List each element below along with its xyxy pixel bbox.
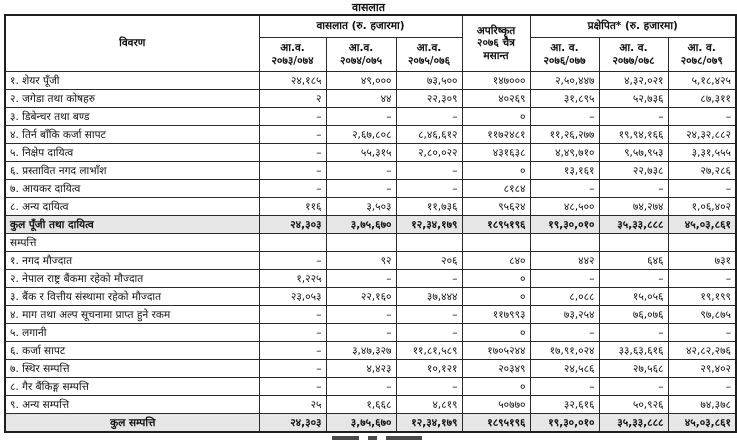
- column-header-fy-2073-074: [259, 38, 326, 72]
- value-cell: ७३१: [668, 252, 736, 270]
- row-label: १. नगद मौज्दात: [5, 252, 259, 270]
- value-cell: ४८,५००: [530, 198, 599, 216]
- value-cell: ४३१६३८: [462, 144, 530, 162]
- value-cell: ७४,३७८: [668, 396, 736, 414]
- table-row: [5, 144, 736, 162]
- value-cell: ३,७५,६७०: [326, 216, 396, 234]
- value-cell: ३३,६३,६१६: [599, 342, 668, 360]
- value-cell: ३२,६१६: [530, 396, 599, 414]
- row-label: ८. अन्य दायित्व: [5, 198, 259, 216]
- value-cell: –: [668, 108, 736, 126]
- value-cell: ४४२: [530, 252, 599, 270]
- value-cell: ९२: [326, 252, 396, 270]
- value-cell: ११७२४८१: [462, 126, 530, 144]
- value-cell: २,६७,८०८: [326, 126, 396, 144]
- value-cell: १३,१६१: [530, 162, 599, 180]
- value-cell: –: [530, 378, 599, 396]
- value-cell: –: [530, 270, 599, 288]
- value-cell: –: [599, 270, 668, 288]
- column-header-interim: [462, 15, 530, 72]
- row-label: ७. आयकर दायित्व: [5, 180, 259, 198]
- value-cell: ४९,०००: [326, 72, 396, 90]
- value-cell: १७०५२४४: [462, 342, 530, 360]
- value-cell: ७३,५००: [396, 72, 462, 90]
- value-cell: ५२,७३६: [599, 90, 668, 108]
- column-header-fy-2076-077: [530, 38, 599, 72]
- value-cell: १९,३०,०१०: [530, 216, 599, 234]
- balance-sheet-table: [4, 14, 737, 433]
- fy-year: २०७६/०७७: [543, 54, 586, 67]
- value-cell: –: [396, 270, 462, 288]
- value-cell: ४२,८२,२७६: [668, 342, 736, 360]
- value-cell: ८,०८८: [530, 288, 599, 306]
- value-cell: १२,३४,१७९: [396, 414, 462, 433]
- value-cell: [396, 234, 462, 252]
- fy-label: आ. व.: [550, 41, 579, 54]
- table-header: [5, 15, 736, 72]
- page-title: वासलात: [352, 1, 385, 14]
- value-cell: १२,३४,१७९: [396, 216, 462, 234]
- fy-year: २०७४/०७५: [339, 54, 383, 67]
- value-cell: [462, 234, 530, 252]
- value-cell: ३१,८९५: [530, 90, 599, 108]
- table-row: [5, 360, 736, 378]
- value-cell: २,८०,०२२: [396, 144, 462, 162]
- row-label: ६. प्रस्तावित नगद लाभाँश: [5, 162, 259, 180]
- interim-line-1: अपरिष्कृत: [476, 24, 516, 37]
- value-cell: १८९५१९६: [462, 216, 530, 234]
- value-cell: –: [259, 324, 326, 342]
- value-cell: १,२२५: [259, 270, 326, 288]
- value-cell: –: [259, 162, 326, 180]
- value-cell: २४,१८५: [259, 72, 326, 90]
- value-cell: ११७९९३: [462, 306, 530, 324]
- value-cell: –: [599, 180, 668, 198]
- value-cell: ४५,०३,८६१: [668, 414, 736, 433]
- value-cell: [668, 234, 736, 252]
- value-cell: –: [326, 270, 396, 288]
- value-cell: ३,७५,६७०: [326, 414, 396, 433]
- table-row: [5, 126, 736, 144]
- interim-line-3: मसान्त: [483, 49, 509, 62]
- value-cell: ४०२६९: [462, 90, 530, 108]
- value-cell: १,०६,४०२: [668, 198, 736, 216]
- fy-year: २०७८/०७९: [680, 54, 723, 67]
- fy-label: आ.व.: [280, 41, 305, 54]
- interim-line-2: २०७६ चैत्र: [477, 37, 515, 50]
- value-cell: –: [396, 324, 462, 342]
- table-row: [5, 324, 736, 342]
- row-label: ५. लगानी: [5, 324, 259, 342]
- value-cell: ४५,०३,८६१: [668, 216, 736, 234]
- value-cell: ८१८४: [462, 180, 530, 198]
- column-header-details: विवरण: [5, 15, 259, 72]
- value-cell: ३,५०३: [326, 198, 396, 216]
- row-label: कुल पूँजी तथा दायित्व: [5, 216, 259, 234]
- column-header-fy-2074-075: [326, 38, 396, 72]
- column-header-fy-2075-076: [396, 38, 462, 72]
- row-label: ३. बैंक र वित्तीय संस्थामा रहेको मौज्दात: [5, 288, 259, 306]
- table-row: [5, 180, 736, 198]
- table-row: [5, 198, 736, 216]
- value-cell: –: [599, 378, 668, 396]
- value-cell: –: [396, 180, 462, 198]
- cutoff-glyph-segment: [368, 436, 377, 440]
- value-cell: २५: [259, 396, 326, 414]
- value-cell: –: [668, 180, 736, 198]
- value-cell: ३५,३३,८८८: [599, 216, 668, 234]
- balance-sheet-body: [5, 72, 736, 433]
- value-cell: ५०,९२६: [599, 396, 668, 414]
- value-cell: –: [326, 324, 396, 342]
- value-cell: ७६,०७६: [599, 306, 668, 324]
- row-label: ४. तिर्न बाँकि कर्जा सापट: [5, 126, 259, 144]
- value-cell: –: [668, 270, 736, 288]
- row-label: ६. कर्जा सापट: [5, 342, 259, 360]
- value-cell: ८७,३११: [668, 90, 736, 108]
- value-cell: –: [259, 378, 326, 396]
- value-cell: –: [326, 306, 396, 324]
- value-cell: –: [259, 144, 326, 162]
- value-cell: ०: [462, 288, 530, 306]
- fy-year: २०७३/०७४: [271, 54, 314, 67]
- value-cell: ११६: [259, 198, 326, 216]
- fy-label: आ.व.: [416, 41, 442, 54]
- table-row: [5, 90, 736, 108]
- value-cell: –: [668, 378, 736, 396]
- value-cell: ११,७३६: [396, 198, 462, 216]
- value-cell: ३५,३३,८८८: [599, 414, 668, 433]
- value-cell: ४४: [326, 90, 396, 108]
- value-cell: २७,५६८: [599, 360, 668, 378]
- cutoff-text-top-fragment: [332, 436, 422, 440]
- total-row: [5, 414, 736, 433]
- row-label: ५. निक्षेप दायित्व: [5, 144, 259, 162]
- value-cell: [326, 234, 396, 252]
- value-cell: ३७,४४४: [396, 288, 462, 306]
- value-cell: १०,१२१: [396, 360, 462, 378]
- table-row: [5, 108, 736, 126]
- value-cell: १८९५१९६: [462, 414, 530, 433]
- value-cell: २३,०५३: [259, 288, 326, 306]
- table-row: [5, 378, 736, 396]
- row-label: ९. अन्य सम्पत्ति: [5, 396, 259, 414]
- column-group-projected: प्रक्षेपित* (रु. हजारमा): [530, 15, 736, 38]
- value-cell: –: [259, 126, 326, 144]
- table-row: [5, 396, 736, 414]
- value-cell: –: [668, 324, 736, 342]
- row-label: २. नेपाल राष्ट्र बैंकमा रहेको मौज्दात: [5, 270, 259, 288]
- value-cell: २०३४९: [462, 360, 530, 378]
- column-group-actual: वासलात (रु. हजारमा): [259, 15, 462, 38]
- fy-year: २०७५/०७६: [407, 54, 451, 67]
- value-cell: १९,९४,१६६: [599, 126, 668, 144]
- value-cell: ४,३२,०२१: [599, 72, 668, 90]
- value-cell: २,५०,४४७: [530, 72, 599, 90]
- value-cell: –: [259, 342, 326, 360]
- row-label: ८. गैर बैंकिङ्ग सम्पत्ति: [5, 378, 259, 396]
- value-cell: ०: [462, 324, 530, 342]
- value-cell: ३,३१,५५५: [668, 144, 736, 162]
- value-cell: –: [599, 324, 668, 342]
- value-cell: –: [396, 306, 462, 324]
- row-label: ३. डिबेन्चर तथा बण्ड: [5, 108, 259, 126]
- fy-label: आ. व.: [687, 41, 716, 54]
- value-cell: ११,८१,५८९: [396, 342, 462, 360]
- cutoff-glyph-segment: [332, 436, 359, 440]
- value-cell: १,६६८: [326, 396, 396, 414]
- value-cell: १७,९१,०२४: [530, 342, 599, 360]
- value-cell: –: [396, 162, 462, 180]
- value-cell: ११,२६,२७७: [530, 126, 599, 144]
- value-cell: –: [259, 360, 326, 378]
- value-cell: ४,४९,७१०: [530, 144, 599, 162]
- value-cell: [599, 234, 668, 252]
- value-cell: ९५६२४: [462, 198, 530, 216]
- table-row: [5, 252, 736, 270]
- value-cell: –: [530, 108, 599, 126]
- value-cell: ०: [462, 162, 530, 180]
- column-header-fy-2077-078: [599, 38, 668, 72]
- value-cell: –: [326, 162, 396, 180]
- table-row: [5, 270, 736, 288]
- row-label: २. जगेडा तथा कोषहरु: [5, 90, 259, 108]
- value-cell: –: [396, 108, 462, 126]
- value-cell: १४७०००: [462, 72, 530, 90]
- value-cell: –: [259, 306, 326, 324]
- value-cell: –: [326, 378, 396, 396]
- value-cell: ९७,८७५: [668, 306, 736, 324]
- table-row: [5, 342, 736, 360]
- value-cell: [259, 234, 326, 252]
- table-row: [5, 162, 736, 180]
- column-header-fy-2078-079: [668, 38, 736, 72]
- value-cell: २२,१६०: [326, 288, 396, 306]
- value-cell: ०: [462, 378, 530, 396]
- table-row: [5, 72, 736, 90]
- value-cell: ४,८१९: [396, 396, 462, 414]
- row-label: १. शेयर पूँजी: [5, 72, 259, 90]
- fy-label: आ. व.: [619, 41, 648, 54]
- value-cell: ४,४२३: [326, 360, 396, 378]
- value-cell: २२,३०९: [396, 90, 462, 108]
- row-label: ४. माग तथा अल्प सूचनामा प्राप्त हुने रकम: [5, 306, 259, 324]
- table-row: [5, 306, 736, 324]
- table-row: [5, 288, 736, 306]
- value-cell: –: [530, 180, 599, 198]
- value-cell: २७,२८६: [668, 162, 736, 180]
- fy-label: आ.व.: [348, 41, 374, 54]
- value-cell: २४,३०३: [259, 414, 326, 433]
- total-row: [5, 216, 736, 234]
- value-cell: –: [326, 108, 396, 126]
- value-cell: २४,३२,८८२: [668, 126, 736, 144]
- value-cell: २४,३०३: [259, 216, 326, 234]
- value-cell: [530, 234, 599, 252]
- value-cell: २२,७३८: [599, 162, 668, 180]
- value-cell: ५०७७०: [462, 396, 530, 414]
- value-cell: –: [259, 252, 326, 270]
- value-cell: २०६: [396, 252, 462, 270]
- fy-year: २०७७/०७८: [612, 54, 655, 67]
- value-cell: –: [530, 324, 599, 342]
- cutoff-glyph-segment: [386, 436, 422, 440]
- header-group-row: [5, 15, 736, 38]
- value-cell: ६४६: [599, 252, 668, 270]
- value-cell: –: [326, 180, 396, 198]
- value-cell: ८४०: [462, 252, 530, 270]
- row-label: सम्पत्ति: [5, 234, 259, 252]
- value-cell: ५५,३१५: [326, 144, 396, 162]
- value-cell: १९,३०,०१०: [530, 414, 599, 433]
- row-label: कुल सम्पत्ति: [5, 414, 259, 433]
- value-cell: १५,०५६: [599, 288, 668, 306]
- value-cell: ०: [462, 270, 530, 288]
- value-cell: ७४,२७४: [599, 198, 668, 216]
- value-cell: –: [259, 180, 326, 198]
- value-cell: ५,१८,४२५: [668, 72, 736, 90]
- value-cell: २९,४०२: [668, 360, 736, 378]
- value-cell: –: [396, 378, 462, 396]
- value-cell: ३,४७,३२७: [326, 342, 396, 360]
- section-header-row: [5, 234, 736, 252]
- value-cell: –: [259, 108, 326, 126]
- value-cell: –: [599, 108, 668, 126]
- value-cell: २: [259, 90, 326, 108]
- value-cell: ०: [462, 108, 530, 126]
- row-label: ७. स्थिर सम्पत्ति: [5, 360, 259, 378]
- value-cell: २४,५८६: [530, 360, 599, 378]
- value-cell: ८,४६,६१२: [396, 126, 462, 144]
- value-cell: ७३,२५४: [530, 306, 599, 324]
- value-cell: ९,५७,९५३: [599, 144, 668, 162]
- value-cell: १९,१९९: [668, 288, 736, 306]
